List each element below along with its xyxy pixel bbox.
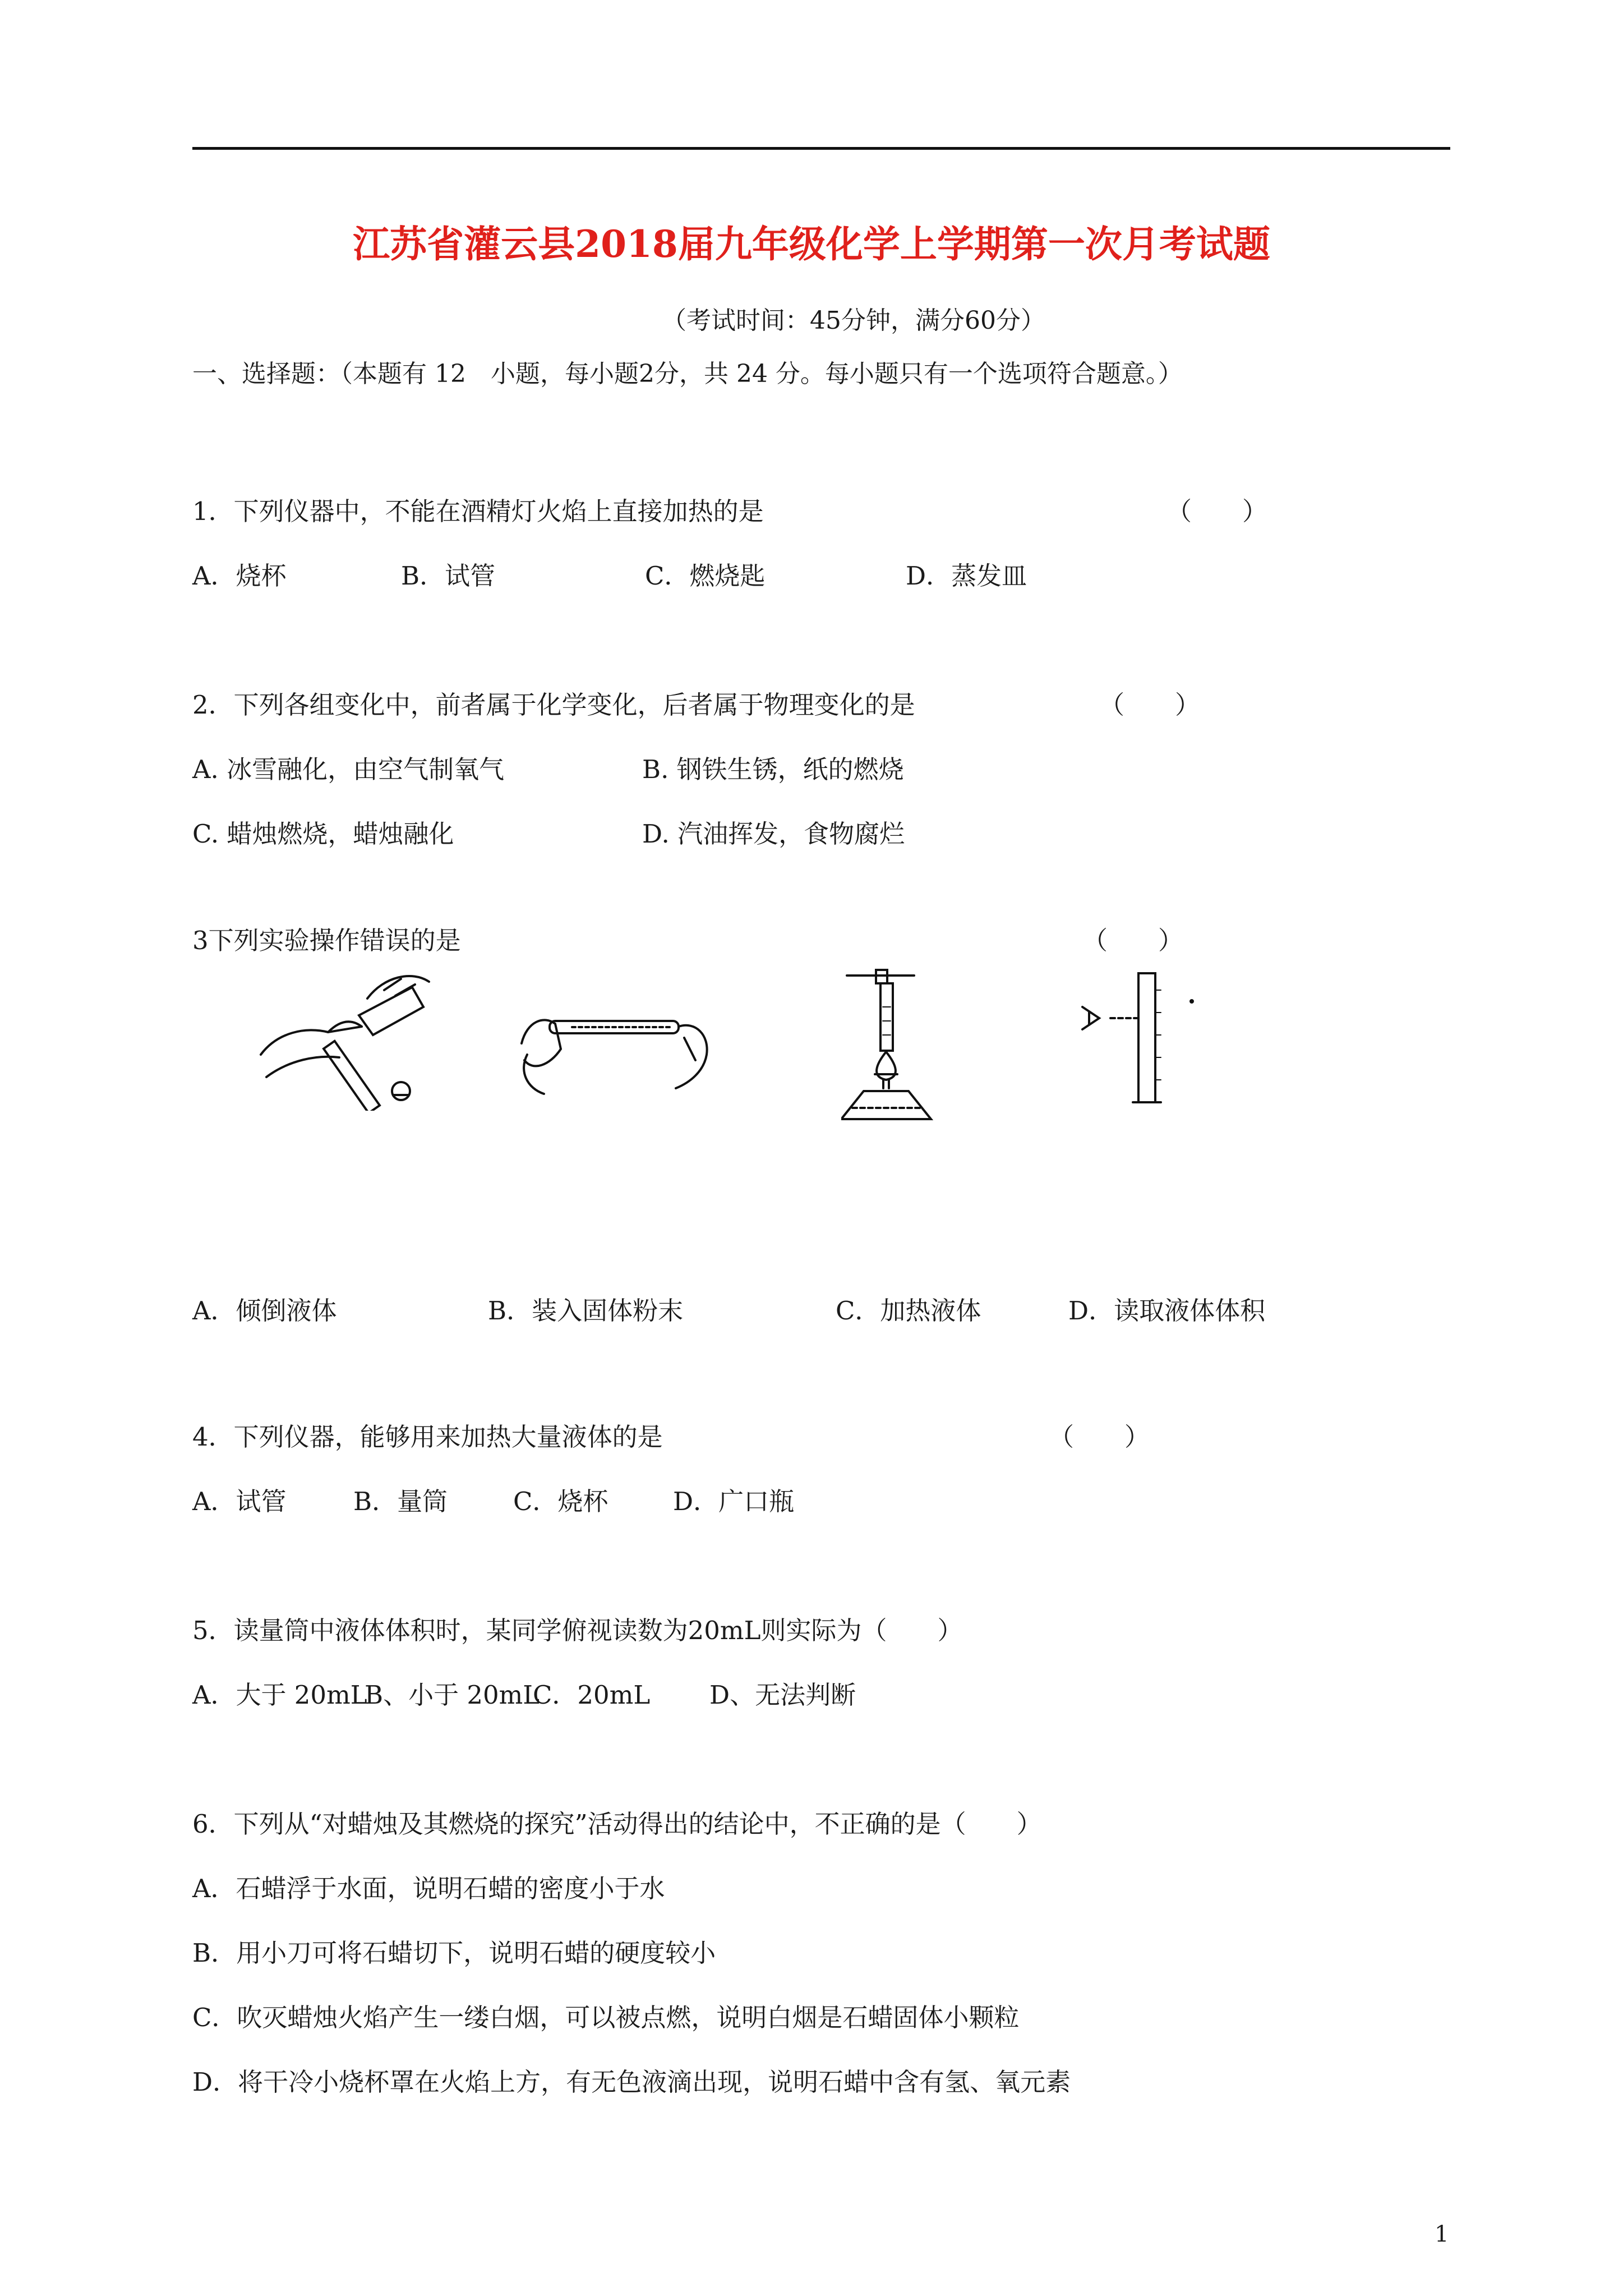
question-6-stem: 6．下列从“对蜡烛及其燃烧的探究”活动得出的结论中，不正确的是（ ） <box>192 1809 1042 1839</box>
question-5-option-d: D、无法判断 <box>709 1680 856 1710</box>
question-6-option-c: C．吹灭蜡烛火焰产生一缕白烟，可以被点燃，说明白烟是石蜡固体小颗粒 <box>192 2003 1020 2032</box>
figure-b-adding-powder <box>516 1004 718 1099</box>
question-2-option-c: C. 蜡烛燃烧，蜡烛融化 <box>192 819 454 849</box>
question-6-option-d: D．将干冷小烧杯罩在火焰上方，有无色液滴出现，说明石蜡中含有氢、氧元素 <box>192 2067 1071 2097</box>
question-1-answer-blank: （ ） <box>1166 496 1268 526</box>
section-heading: 一、选择题：（本题有 12 小题，每小题2分，共 24 分。每小题只有一个选项符合题意。） <box>192 360 1183 388</box>
figure-c-heating-liquid <box>841 968 970 1130</box>
page-number: 1 <box>1435 2221 1449 2247</box>
question-2-stem: 2．下列各组变化中，前者属于化学变化，后者属于物理变化的是 <box>192 690 915 720</box>
question-3-option-c: C．加热液体 <box>836 1296 981 1326</box>
question-4-option-b: B．量筒 <box>353 1487 448 1516</box>
question-3-stem: 3下列实验操作错误的是 <box>192 926 461 955</box>
question-1-option-d: D．蒸发皿 <box>906 561 1027 591</box>
exam-subtitle: （考试时间：45分钟，满分60分） <box>662 306 1045 335</box>
question-6-option-b: B．用小刀可将石蜡切下，说明石蜡的硬度较小 <box>192 1938 716 1968</box>
question-6-option-a: A．石蜡浮于水面，说明石蜡的密度小于水 <box>192 1874 665 1903</box>
question-1-stem: 1．下列仪器中，不能在酒精灯火焰上直接加热的是 <box>192 496 764 526</box>
question-2-option-d: D. 汽油挥发，食物腐烂 <box>642 819 905 849</box>
question-3-option-d: D．读取液体体积 <box>1068 1296 1266 1326</box>
question-1-option-a: A．烧杯 <box>192 561 287 591</box>
question-4-option-a: A．试管 <box>192 1487 287 1516</box>
question-2-option-a: A. 冰雪融化，由空气制氧气 <box>192 754 505 784</box>
question-5-option-c: C．20mL <box>533 1680 651 1710</box>
question-5-option-b: B、小于 20mL <box>365 1680 540 1710</box>
question-4-option-d: D．广口瓶 <box>673 1487 795 1516</box>
figure-d-reading-volume <box>1077 968 1206 1114</box>
question-5-stem: 5．读量筒中液体体积时，某同学俯视读数为20mL则实际为（ ） <box>192 1616 963 1645</box>
question-4-answer-blank: （ ） <box>1049 1422 1150 1452</box>
question-2-option-b: B. 钢铁生锈，纸的燃烧 <box>642 754 904 784</box>
question-5-option-a: A．大于 20mL <box>192 1680 367 1710</box>
question-4-stem: 4．下列仪器，能够用来加热大量液体的是 <box>192 1422 663 1452</box>
question-2-answer-blank: （ ） <box>1099 690 1201 720</box>
question-1-option-b: B．试管 <box>401 561 496 591</box>
question-1-option-c: C．燃烧匙 <box>645 561 766 591</box>
exam-title: 江苏省灌云县2018届九年级化学上学期第一次月考试题 <box>353 222 1270 266</box>
question-4-option-c: C．烧杯 <box>513 1487 608 1516</box>
figure-a-pouring-liquid <box>255 965 446 1111</box>
header-rule <box>192 147 1450 150</box>
question-3-option-b: B．装入固体粉末 <box>488 1296 684 1326</box>
question-3-option-a: A．倾倒液体 <box>192 1296 337 1326</box>
question-3-answer-blank: （ ） <box>1082 926 1184 955</box>
